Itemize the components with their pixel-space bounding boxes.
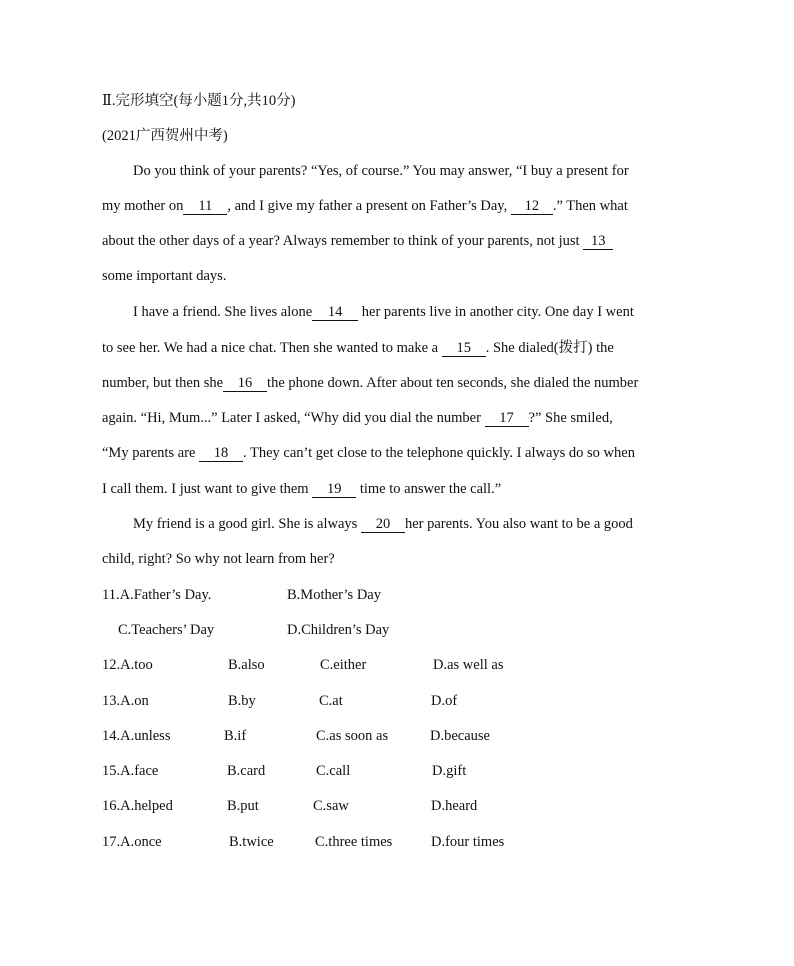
passage-text: time to answer the call.” [356, 481, 502, 497]
blank-20: 20 [361, 516, 405, 533]
blank-17: 17 [485, 410, 529, 427]
question-17 [102, 832, 162, 852]
passage-text: My friend is a good girl. She is always [133, 516, 361, 532]
passage-line [102, 231, 613, 251]
option-a: A.helped [120, 798, 173, 814]
passage-text: I have a friend. She lives alone [133, 304, 313, 320]
option-b: B.by [228, 693, 256, 709]
passage-text: .” Then what [552, 198, 628, 214]
option-d: D.four times [431, 834, 505, 850]
passage-text: ?” She smiled, [528, 410, 613, 426]
passage-text: to see her. We had a nice chat. Then she wanted to make a [102, 340, 442, 356]
passage-line [102, 196, 628, 216]
section-source: (2021广西贺州中考) [102, 128, 228, 144]
passage-text: her parents. You also want to be a good [404, 516, 633, 532]
blank-13: 13 [583, 233, 613, 250]
question-number: 13. [102, 693, 121, 709]
question-13 [102, 691, 149, 711]
question-15 [102, 761, 158, 781]
passage-line [102, 408, 613, 428]
blank-14: 14 [312, 304, 358, 321]
passage-text: I call them. I just want to give them [102, 481, 313, 497]
option-b: B.if [224, 728, 247, 744]
blank-16: 16 [223, 375, 267, 392]
option-d: D.as well as [433, 657, 504, 673]
blank-15: 15 [442, 340, 486, 357]
passage-line: some important days. [102, 268, 227, 284]
option-b: B.put [227, 798, 259, 814]
option-c: C.as soon as [316, 728, 389, 744]
section-title: Ⅱ.完形填空(每小题1分,共10分) [102, 93, 296, 109]
option-d: D.gift [432, 763, 467, 779]
passage-line [133, 302, 634, 322]
blank-12: 12 [511, 198, 553, 215]
option-c: C.call [316, 763, 351, 779]
option-b: B.twice [229, 834, 274, 850]
passage-line [102, 443, 635, 463]
option-a: A.Father’s Day. [119, 587, 212, 603]
question-number: 17. [102, 834, 121, 850]
passage-text: the phone down. After about ten seconds, she dialed the number [267, 375, 639, 391]
question-number: 14. [102, 728, 121, 744]
passage-text: number, but then she [102, 375, 224, 391]
passage-text: her parents live in another city. One day I went [358, 304, 634, 320]
question-number: 11. [102, 587, 120, 603]
passage-text: . She dialed(拨打) the [485, 340, 614, 356]
passage-line: Do you think of your parents? “Yes, of course.” You may answer, “I buy a present for [133, 163, 629, 179]
option-a: A.once [120, 834, 162, 850]
passage-text: about the other days of a year? Always remember to think of your parents, not just [102, 233, 584, 249]
option-b: B.also [228, 657, 265, 673]
question-number: 16. [102, 798, 121, 814]
blank-19: 19 [312, 481, 356, 498]
passage-text: again. “Hi, Mum...” Later I asked, “Why did you dial the number [102, 410, 485, 426]
blank-18: 18 [199, 445, 243, 462]
option-d: D.Children’s Day [287, 622, 390, 638]
option-d: D.because [430, 728, 490, 744]
option-c: C.three times [315, 834, 393, 850]
question-11 [102, 585, 211, 605]
passage-text: . They can’t get close to the telephone quickly. I always do so when [243, 445, 635, 461]
passage-line [102, 338, 614, 358]
option-d: D.heard [431, 798, 478, 814]
option-b: B.card [227, 763, 266, 779]
option-b: B.Mother’s Day [287, 587, 381, 603]
option-a: A.too [120, 657, 153, 673]
passage-text: “My parents are [102, 445, 200, 461]
question-16 [102, 796, 173, 816]
passage-line: child, right? So why not learn from her? [102, 551, 335, 567]
blank-11: 11 [183, 198, 227, 215]
question-12 [102, 655, 153, 675]
passage-line [133, 514, 633, 534]
option-c: C.Teachers’ Day [118, 622, 215, 638]
option-c: C.at [319, 693, 343, 709]
option-a: A.face [120, 763, 159, 779]
question-14 [102, 726, 170, 746]
option-a: A.on [120, 693, 149, 709]
option-c: C.saw [313, 798, 349, 814]
option-c: C.either [320, 657, 367, 673]
option-a: A.unless [120, 728, 171, 744]
passage-text: , and I give my father a present on Father’s Day, [227, 198, 511, 214]
question-number: 15. [102, 763, 121, 779]
passage-line [102, 479, 501, 499]
option-d: D.of [431, 693, 458, 709]
passage-text: my mother on [102, 198, 184, 214]
question-number: 12. [102, 657, 121, 673]
passage-line [102, 373, 638, 393]
